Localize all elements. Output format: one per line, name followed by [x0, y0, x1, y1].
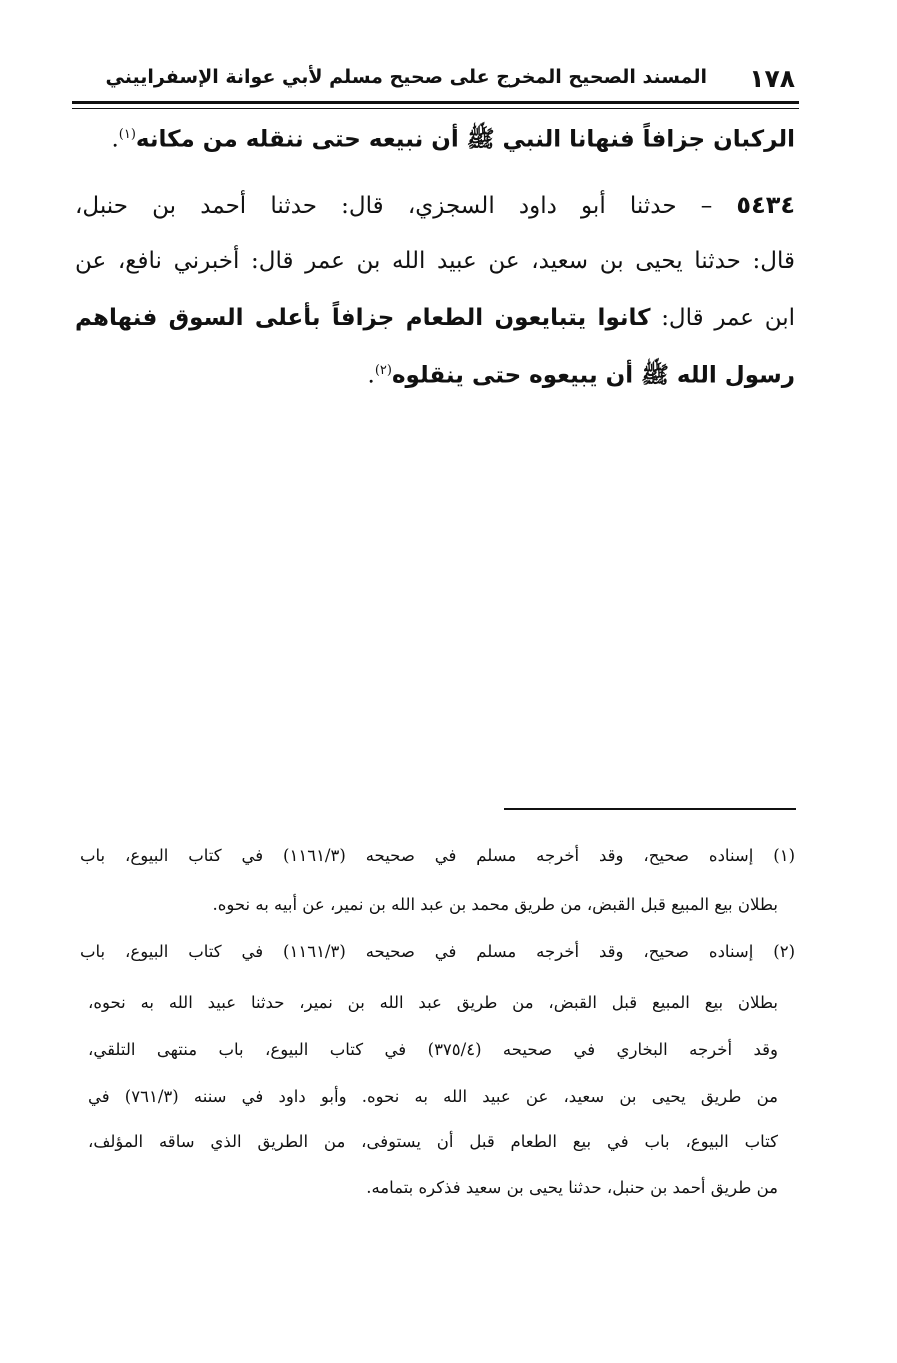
footnote-2-line-3: وقد أخرجه البخاري في صحيحه (٣٧٥/٤) في كتاب البيوع، باب منتهى التلقي،	[88, 1040, 778, 1059]
footnote-1-line-2: بطلان بيع المبيع قبل القبض، من طريق محمد بن عبد الله بن نمير، عن أبيه به نحوه.	[212, 895, 778, 914]
body-line-4	[75, 307, 795, 330]
hadith-text-bold: الركبان جزافاً فنهانا النبي ﷺ أن نبيعه حتى ننقله من مكانه	[135, 126, 795, 153]
period: .	[111, 126, 119, 153]
running-header	[75, 62, 795, 98]
footnote-1-line-1: (١) إسناده صحيح، وقد أخرجه مسلم في صحيحه (١١٦١/٣) في كتاب البيوع، باب	[80, 846, 795, 865]
matn-text-bold: كانوا يتبايعون الطعام جزافاً بأعلى السوق فنهاهم	[75, 305, 651, 331]
header-rule-thin	[72, 108, 799, 109]
footnote-2-line-4: من طريق يحيى بن سعيد، عن عبيد الله به نحوه. وأبو داود في سننه (٧٦١/٣) في	[88, 1087, 778, 1106]
body-line-2	[75, 193, 795, 218]
footnote-2-line-5: كتاب البيوع، باب في بيع الطعام قبل أن يستوفى، من الطريق الذي ساقه المؤلف،	[88, 1132, 778, 1151]
body-line-3	[75, 250, 795, 273]
footnote-ref-1: (١)	[118, 127, 136, 142]
book-title: المسند الصحيح المخرج على صحيح مسلم لأبي عوانة الإسفراييني	[105, 66, 707, 88]
isnad-text: قال: حدثنا يحيى بن سعيد، عن عبيد الله بن عمر قال: أخبرني نافع، عن	[75, 248, 795, 274]
matn-text-bold: رسول الله ﷺ أن يبيعوه حتى ينقلوه	[391, 362, 795, 389]
body-line-1	[75, 128, 795, 152]
footnote-separator	[504, 808, 796, 810]
hadith-number: ٥٤٣٤	[736, 191, 796, 219]
body-line-5	[75, 364, 795, 388]
isnad-text: – حدثنا أبو داود السجزي، قال: حدثنا أحمد بن حنبل،	[75, 193, 713, 219]
header-rule-thick	[72, 101, 799, 104]
page-number: ١٧٨	[749, 64, 795, 93]
footnote-2-line-6: من طريق أحمد بن حنبل، حدثنا يحيى بن سعيد فذكره بتمامه.	[366, 1178, 778, 1197]
isnad-text: ابن عمر قال:	[661, 305, 795, 331]
footnote-2-line-1: (٢) إسناده صحيح، وقد أخرجه مسلم في صحيحه (١١٦١/٣) في كتاب البيوع، باب	[80, 942, 795, 961]
footnote-ref-2: (٢)	[374, 363, 392, 378]
period: .	[367, 362, 375, 389]
footnote-2-line-2: بطلان بيع المبيع قبل القبض، من طريق عبد الله بن نمير، حدثنا عبيد الله به نحوه،	[88, 993, 778, 1012]
